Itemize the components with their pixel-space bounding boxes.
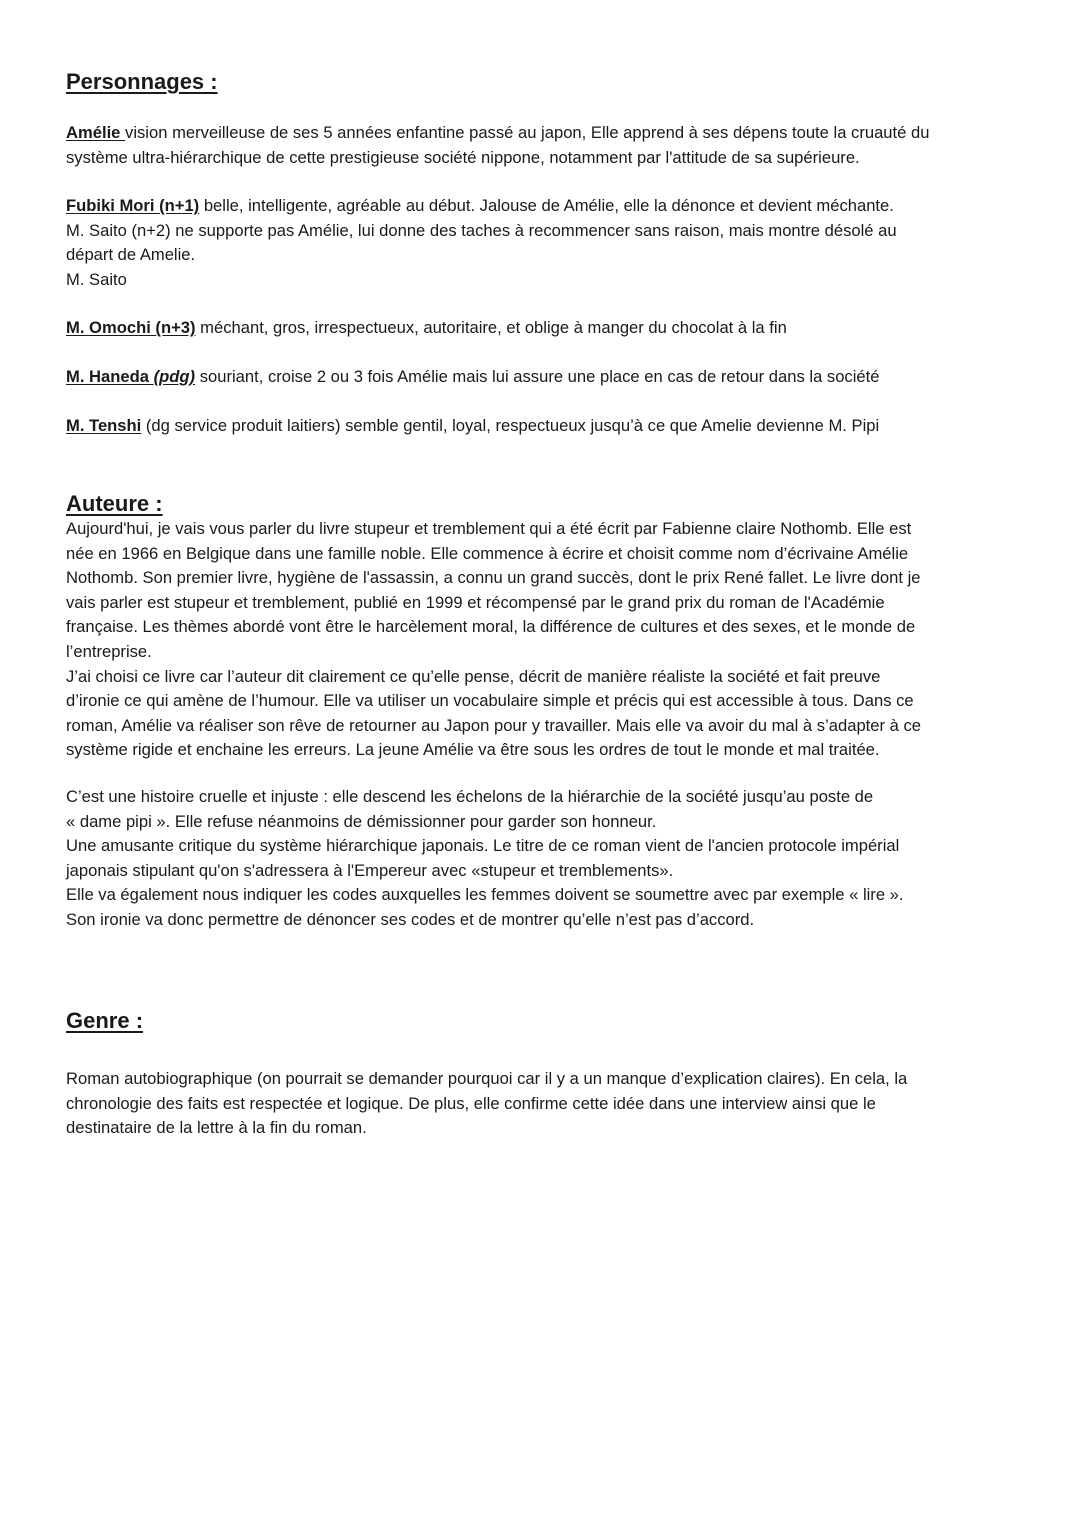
amelie-paragraph: Amélie vision merveilleuse de ses 5 années enfantine passé au japon, Elle apprend à ses dépens toute la cruauté du système ultra-hiérarchique de cette prestigieuse société nippone, notamment par l'attitude de sa supérieure. [66, 123, 930, 167]
personnages-heading: Personnages : [66, 69, 218, 94]
tenshi-name: M. Tenshi [66, 416, 142, 435]
fubiki-paragraph: Fubiki Mori (n+1) belle, intelligente, agréable au début. Jalouse de Amélie, elle la dénonce et devient méchante. M. Saito (n+2) ne supporte pas Amélie, lui donne des taches à recommencer sans raison, mais montre désolé au départ de Amelie. M. Saito [66, 196, 897, 289]
genre-paragraph: Roman autobiographique (on pourrait se demander pourquoi car il y a un manque d’explication claires). En cela, la chronologie des faits est respectée et logique. De plus, elle confirme cette idée dans une interview ainsi que le destinataire de la lettre à la fin du roman. [66, 1069, 908, 1138]
omochi-name: M. Omochi (n+3) [66, 318, 196, 337]
auteure-paragraph-1: Aujourd'hui, je vais vous parler du livre stupeur et tremblement qui a été écrit par Fabienne claire Nothomb. Elle est née en 1966 en Belgique dans une famille noble. Elle commence à écrire et choisit comme nom d’écrivaine Amélie Nothomb. Son premier livre, hygiène de l'assassin, a connu un grand succès, dont le prix René fallet. Le livre dont je vais parler est stupeur et tremblement, publié en 1999 et récompensé par le grand prix du roman de l'Académie française. Les thèmes abordé vont être le harcèlement moral, la différence de cultures et des sexes, et le monde de l’entreprise. J’ai choisi ce livre car l’auteur dit clairement ce qu’elle pense, décrit de manière réaliste la société et fait preuve d’ironie ce qui amène de l’humour. Elle va utiliser un vocabulaire simple et précis qui est accessible à tous. Dans ce roman, Amélie va réaliser son rêve de retourner au Japon pour y travailler. Mais elle va avoir du mal à s’adapter à ce système rigide et enchaine les erreurs. La jeune Amélie va être sous les ordres de tout le monde et mal traitée. [66, 519, 922, 760]
genre-heading: Genre : [66, 1008, 144, 1033]
haneda-name: M. Haneda (pdg) [66, 367, 196, 386]
haneda-paragraph: M. Haneda (pdg) souriant, croise 2 ou 3 fois Amélie mais lui assure une place en cas de retour dans la société [66, 367, 880, 386]
fubiki-name: Fubiki Mori (n+1) [66, 196, 200, 215]
tenshi-paragraph: M. Tenshi (dg service produit laitiers) semble gentil, loyal, respectueux jusqu’à ce que Amelie devienne M. Pipi [66, 416, 880, 435]
omochi-paragraph: M. Omochi (n+3) méchant, gros, irrespectueux, autoritaire, et oblige à manger du chocolat à la fin [66, 318, 787, 337]
auteure-heading: Auteure : [66, 491, 163, 516]
auteure-paragraph-2: C’est une histoire cruelle et injuste : elle descend les échelons de la hiérarchie de la société jusqu’au poste de « dame pipi ». Elle refuse néanmoins de démissionner pour garder son honneur. Une amusante critique du système hiérarchique japonais. Le titre de ce roman vient de l'ancien protocole impérial japonais stipulant qu'on s'adressera à l'Empereur avec «stupeur et tremblements». Elle va également nous indiquer les codes auxquelles les femmes doivent se soumettre avec par exemple « lire ». Son ironie va donc permettre de dénoncer ses codes et de montrer qu’elle n’est pas d’accord. [66, 787, 904, 929]
amelie-name: Amélie [66, 123, 126, 142]
